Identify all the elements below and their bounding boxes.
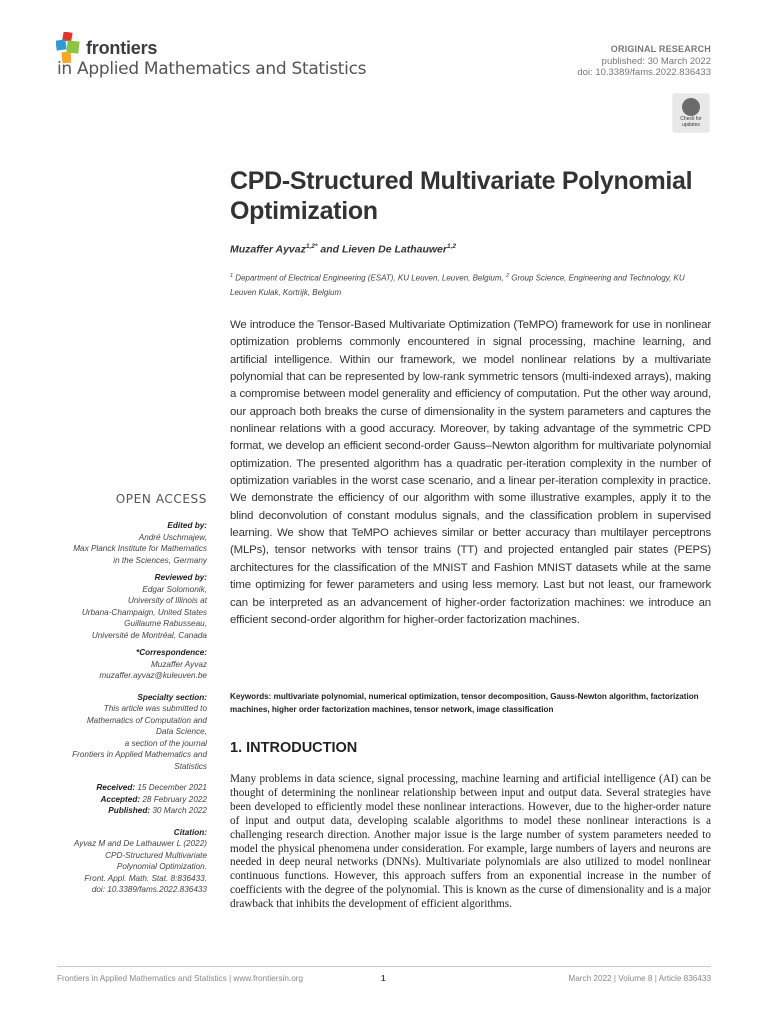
reviewed-by-line: Urbana-Champaign, United States <box>81 607 207 617</box>
citation-block <box>40 827 207 896</box>
footer-issue-info: March 2022 | Volume 8 | Article 836433 <box>568 974 711 983</box>
accepted-date <box>40 794 207 806</box>
reviewed-by-line: Guillaume Rabusseau, <box>124 619 207 628</box>
affiliation-sup: 1 <box>230 273 234 279</box>
reviewed-by-line: Université de Montréal, Canada <box>91 630 207 640</box>
correspondence-label: *Correspondence: <box>136 648 207 657</box>
citation-doi[interactable]: doi: 10.3389/fams.2022.836433 <box>91 885 207 894</box>
specialty-line: Data Science, <box>156 727 207 736</box>
author-list <box>230 243 456 256</box>
correspondence-line: Muzaffer Ayvaz <box>150 659 207 669</box>
affiliation-sup: 2 <box>505 273 509 279</box>
article-info-sidebar <box>40 520 207 902</box>
citation-label: Citation: <box>173 827 207 837</box>
author-name[interactable]: Muzaffer Ayvaz <box>230 243 306 256</box>
journal-name: frontiers <box>86 38 158 58</box>
specialty-block <box>40 692 207 773</box>
check-for-updates-label: Check for updates <box>680 116 702 128</box>
edited-by-block <box>40 520 207 566</box>
correspondence-block <box>40 647 207 682</box>
edited-by-line: in the Sciences, Germany <box>113 555 207 565</box>
footer-divider <box>57 966 711 967</box>
abstract: We introduce the Tensor-Based Multivariate Optimization (TeMPO) framework for use in nonlinear optimization problems commonly encountered in signal processing, machine learning, and artificial intelligence. Within our framework, we model nonlinear relations by a multivariate polynomial that can be represented by low-rank symmetric tensors (multi-indexed arrays), making a compromise between model generality and efficiency of computation. Put the other way around, our approach both breaks the curse of dimensionality in the system parameters and captures the nonlinear relations with a good accuracy. Moreover, by taking advantage of the symmetric CPD format, we develop an efficient second-order Gauss–Newton algorithm for multivariate polynomial optimization. The presented algorithm has a quadratic per-iteration complexity in the number of optimization variables in the worst case scenario, and a linear per-iteration complexity in practice. We demonstrate the efficiency of our algorithm with some illustrative examples, apply it to the blind deconvolution of constant modulus signals, and the classification problem in supervised learning. We show that TeMPO achieves similar or better accuracy than multilayer perceptrons (MLPs), tensor networks with tensor trains (TT) and projected entangled pair states (PEPS) architectures for the classification of the MNIST and Fashion MNIST datasets while at the same time optimizing for fewer parameters and using less memory. Last but not least, our framework can be interpreted as an advancement of higher-order factorization machines: we introduce an efficient second-order algorithm for higher-order factorization machines. <box>230 319 711 626</box>
citation-line: Front. Appl. Math. Stat. 8:836433. <box>84 873 207 883</box>
reviewed-by-label: Reviewed by: <box>154 573 207 582</box>
edited-by-line: André Uschmajew, <box>138 532 207 542</box>
correspondence-email[interactable]: muzaffer.ayvaz@kuleuven.be <box>99 671 207 680</box>
check-for-updates-badge[interactable] <box>673 94 709 132</box>
edited-by-label: Edited by: <box>167 521 207 530</box>
received-value: 15 December 2021 <box>135 783 207 792</box>
section-heading: 1. INTRODUCTION <box>230 740 358 756</box>
dates-block <box>40 782 207 817</box>
specialty-line: Statistics <box>174 761 207 771</box>
journal-section: in Applied Mathematics and Statistics <box>57 59 367 79</box>
specialty-line: Frontiers in Applied Mathematics and <box>72 750 207 759</box>
reviewed-by-line: Edgar Solomonik, <box>142 584 207 594</box>
specialty-line: This article was submitted to <box>103 704 207 713</box>
article-title: CPD-Structured Multivariate Polynomial Optimization <box>230 167 693 225</box>
intro-paragraph: Many problems in data science, signal processing, machine learning and artificial intelligence (AI) can be thought of determining the nonlinear relationship between input and output data. Several strategies have been developed to efficiently model these nonlinear interactions. However, due to the higher-order nature of input and output data, developing scalable algorithms to model these nonlinear interactions is a challenging research direction. Another major issue is the large number of system parameters needed to model the physical phenomena under consideration. For example, large numbers of layers and neurons are needed in deep neural networks (DNNs). Multivariate polynomials are also utilized to model nonlinear continuous functions. However, this approach suffers from an exponential increase in the number of coefficients with the degree of the polynomial. This is known as the curse of dimensionality and is a major drawback that inhibits the development of efficient algorithms. <box>230 773 711 911</box>
open-access-label: OPEN ACCESS <box>115 492 207 506</box>
reviewed-by-line: University of Illinois at <box>127 596 207 605</box>
author-joiner: and <box>317 243 342 256</box>
article-meta <box>577 44 711 79</box>
citation-line: Ayvaz M and De Lathauwer L (2022) <box>73 839 207 848</box>
author-name[interactable]: Lieven De Lathauwer <box>341 243 447 256</box>
published-date-sidebar <box>40 805 207 817</box>
accepted-value: 28 February 2022 <box>140 794 207 804</box>
published-value: 30 March 2022 <box>150 806 207 815</box>
edited-by-line: Max Planck Institute for Mathematics <box>73 544 207 553</box>
specialty-label: Specialty section: <box>137 692 207 702</box>
reviewed-by-block <box>40 572 207 641</box>
article-doi[interactable]: doi: 10.3389/fams.2022.836433 <box>577 67 711 78</box>
received-label: Received: <box>96 783 136 792</box>
specialty-line: a section of the journal <box>124 738 207 748</box>
author-affiliation-sup: 1,2 <box>446 243 457 250</box>
accepted-label: Accepted: <box>100 794 141 804</box>
citation-line: Polynomial Optimization. <box>116 862 207 871</box>
received-date <box>40 782 207 794</box>
bookmark-icon <box>682 98 700 116</box>
footer-page-number: 1 <box>381 974 386 983</box>
keywords: Keywords: multivariate polynomial, numerical optimization, tensor decomposition, Gauss-Newton algorithm, factorization machines, higher order factorization machines, tensor network, image classification <box>230 692 699 714</box>
affiliation-text: Group Science, Engineering and Technology, KU Leuven Kulak, Kortrijk, Belgium <box>230 273 685 297</box>
specialty-line: Mathematics of Computation and <box>86 715 207 725</box>
published-label: Published: <box>108 806 151 815</box>
footer-journal[interactable]: Frontiers in Applied Mathematics and Statistics | www.frontiersin.org <box>57 974 304 983</box>
citation-line: CPD-Structured Multivariate <box>105 850 207 860</box>
published-date: published: 30 March 2022 <box>601 55 711 67</box>
affiliation-text: Department of Electrical Engineering (ESAT), KU Leuven, Leuven, Belgium, <box>233 273 506 283</box>
affiliations <box>230 269 710 300</box>
author-affiliation-sup: 1,2* <box>305 243 318 250</box>
article-type: ORIGINAL RESEARCH <box>610 44 711 54</box>
